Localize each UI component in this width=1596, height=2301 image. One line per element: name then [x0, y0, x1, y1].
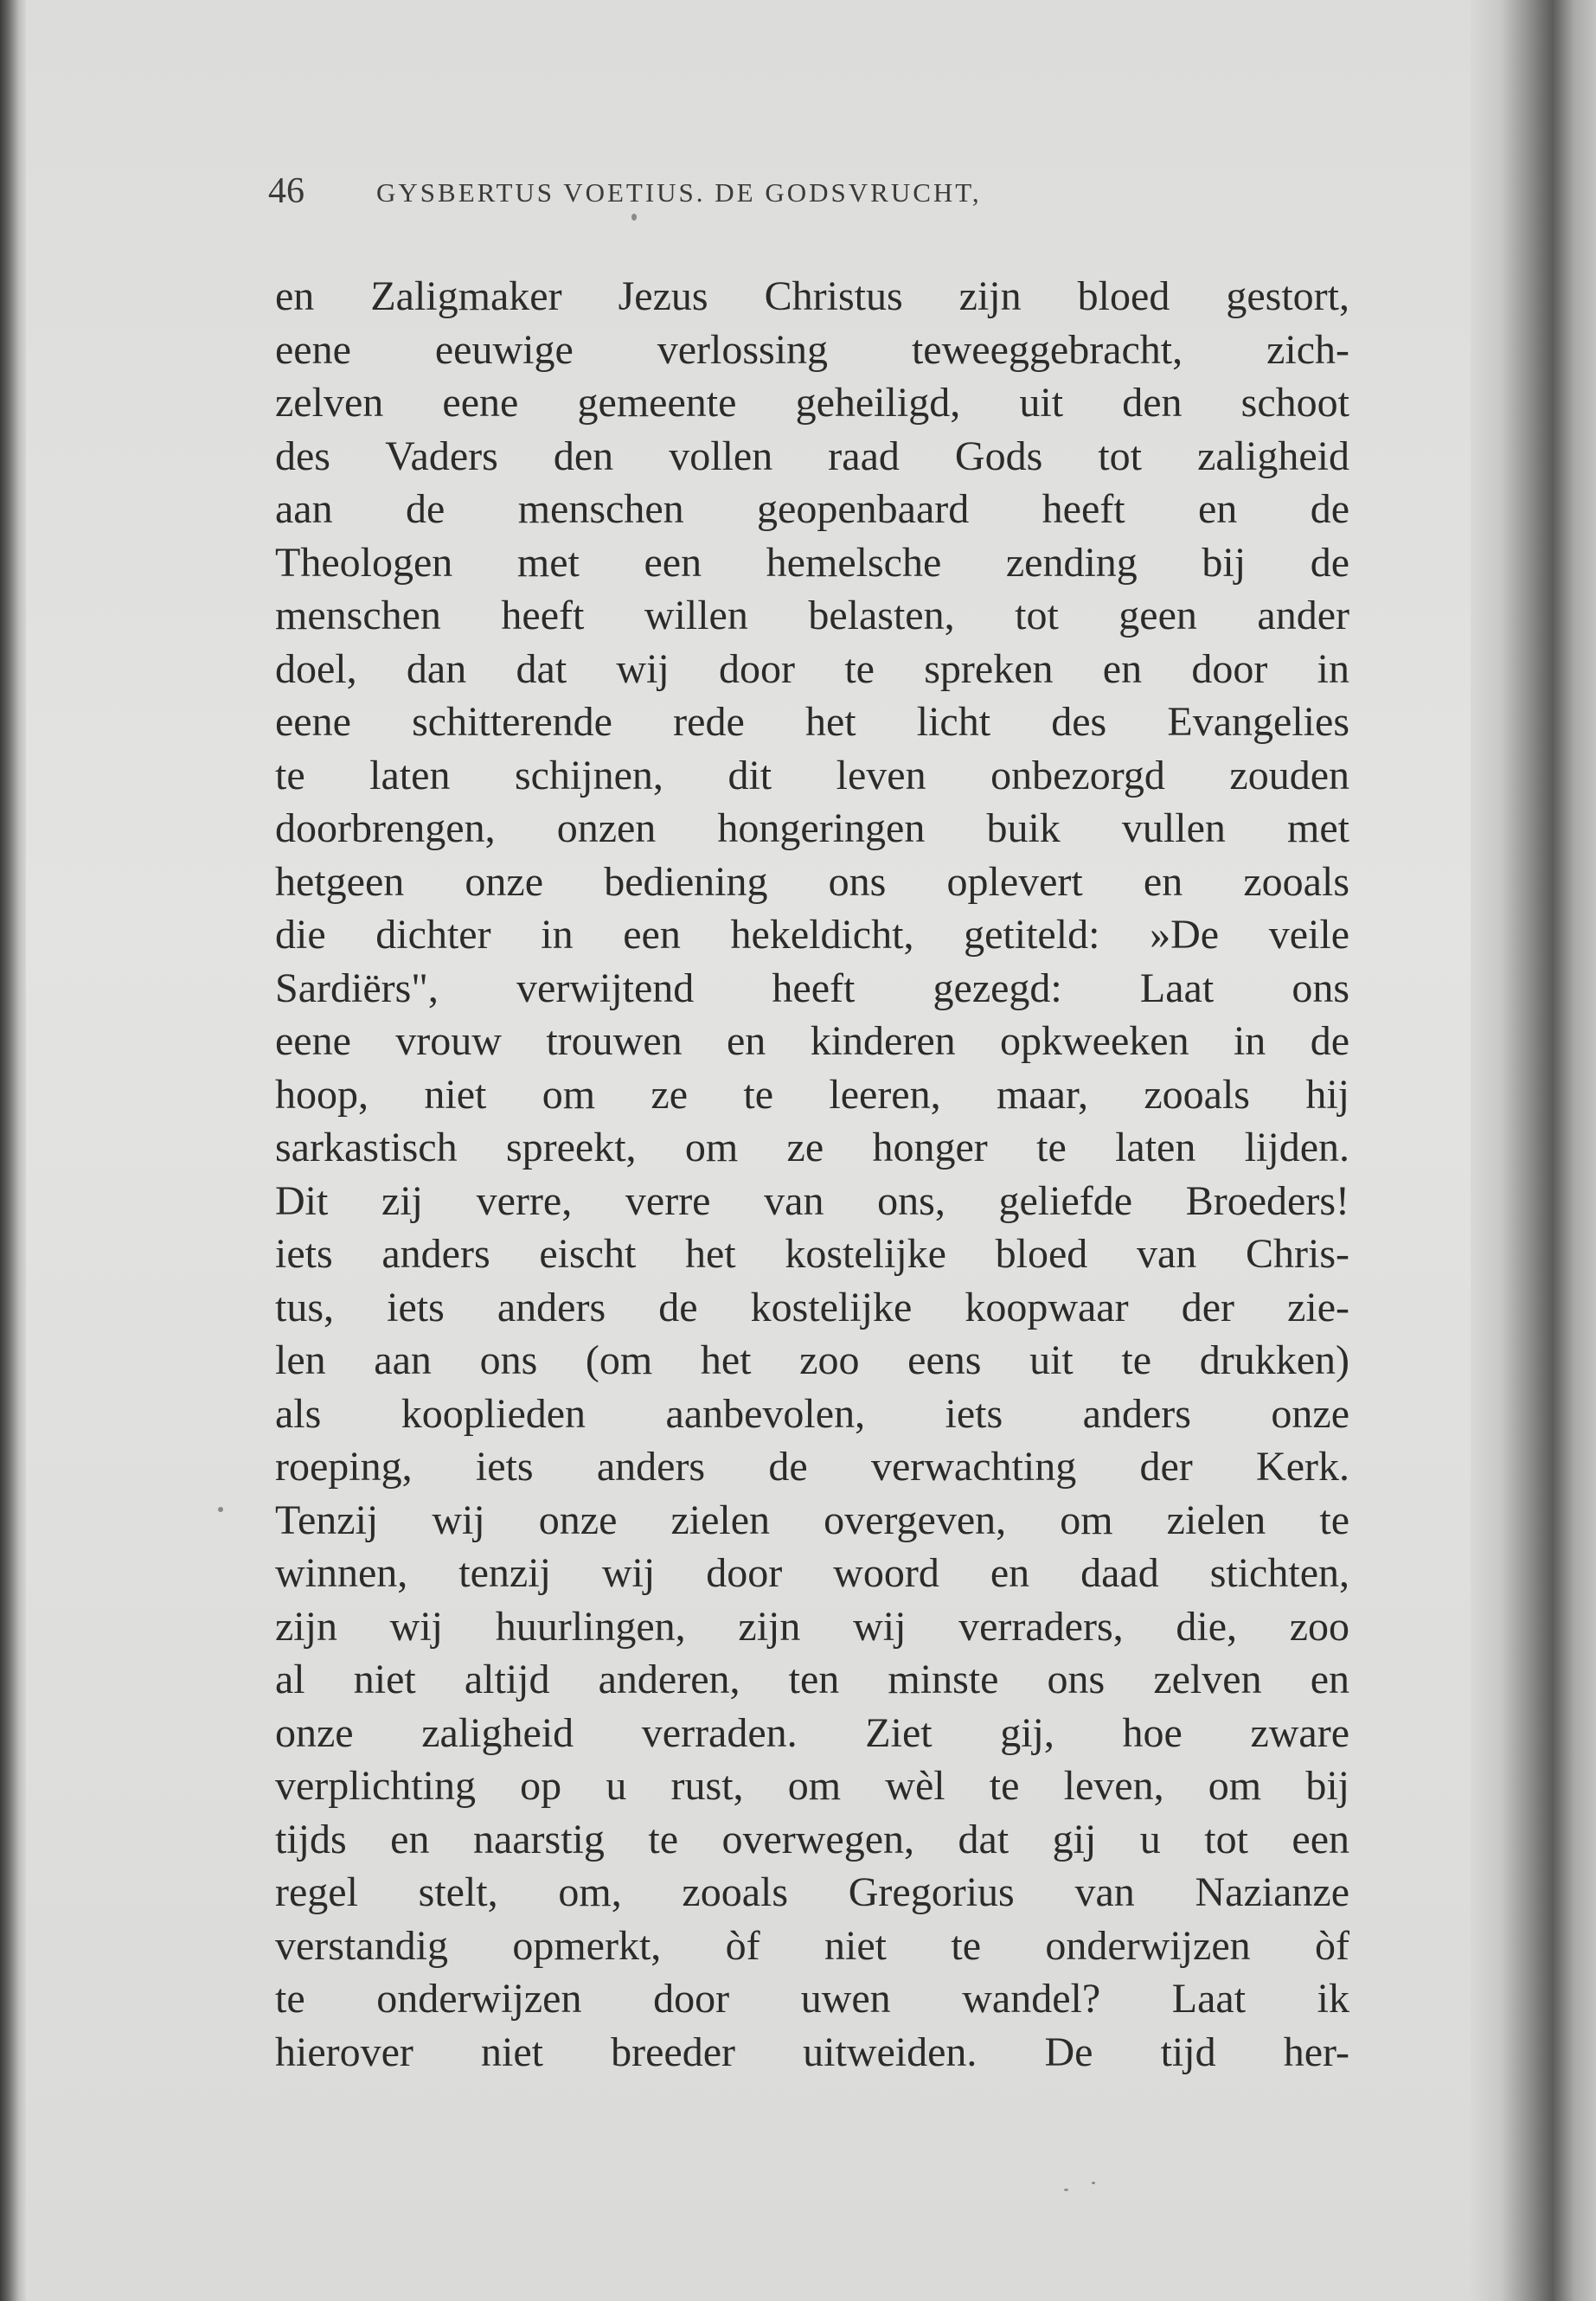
page-header	[268, 169, 1349, 221]
text-line: roeping, iets anders de verwachting der Kerk.	[275, 1444, 1349, 1490]
text-line: Dit zij verre, verre van ons, geliefde Broeders!	[275, 1177, 1349, 1224]
text-line: zijn wij huurlingen, zijn wij verraders, die, zoo	[275, 1603, 1349, 1650]
text-line: sarkastisch spreekt, om ze honger te laten lijden.	[275, 1125, 1349, 1170]
text-line: doorbrengen, onzen hongeringen buik vullen met	[275, 805, 1349, 851]
text-line: Tenzij wij onze zielen overgeven, om zielen te	[275, 1497, 1349, 1543]
text-line: len aan ons (om het zoo eens uit te drukken)	[275, 1337, 1349, 1383]
text-line: tijds en naarstig te overwegen, dat gij u tot een	[275, 1816, 1349, 1862]
text-line: eene eeuwige verlossing teweeggebracht, zich-	[275, 326, 1349, 373]
text-line: iets anders eischt het kostelijke bloed van Chris-	[275, 1231, 1349, 1277]
text-line: hierover niet breeder uitweiden. De tijd her-	[275, 2029, 1349, 2075]
page-fold-shadow	[1471, 0, 1596, 2301]
text-line: eene schitterende rede het licht des Evangelies	[275, 699, 1349, 745]
text-line: doel, dan dat wij door te spreken en door in	[275, 645, 1349, 692]
running-head: GYSBERTUS VOETIUS. DE GODSVRUCHT,	[376, 177, 982, 208]
text-line: hoop, niet om ze te leeren, maar, zooals hij	[275, 1071, 1349, 1118]
text-line: te laten schijnen, dit leven onbezorgd zouden	[275, 752, 1349, 798]
scan-speck	[1092, 2182, 1095, 2184]
text-line: zelven eene gemeente geheiligd, uit den schoot	[275, 380, 1349, 426]
text-line: des Vaders den vollen raad Gods tot zaligheid	[275, 433, 1349, 479]
scan-speck	[218, 1507, 223, 1512]
text-line: die dichter in een hekeldicht, getiteld: »De veile	[275, 912, 1349, 958]
scan-speck	[1064, 2189, 1068, 2191]
scan-speck	[631, 214, 637, 221]
page-number: 46	[268, 171, 304, 211]
scan-edge-left	[0, 0, 26, 2301]
text-line: als kooplieden aanbevolen, iets anders onze	[275, 1390, 1349, 1437]
text-line: te onderwijzen door uwen wandel? Laat ik	[275, 1976, 1349, 2022]
text-line: en Zaligmaker Jezus Christus zijn bloed gestort,	[275, 273, 1349, 319]
text-line: regel stelt, om, zooals Gregorius van Nazianze	[275, 1869, 1349, 1915]
text-line: verstandig opmerkt, òf niet te onderwijzen òf	[275, 1922, 1349, 1969]
text-line: al niet altijd anderen, ten minste ons zelven en	[275, 1657, 1349, 1702]
text-line: onze zaligheid verraden. Ziet gij, hoe zware	[275, 1709, 1349, 1756]
text-line: Sardiërs", verwijtend heeft gezegd: Laat ons	[275, 965, 1349, 1011]
text-line: aan de menschen geopenbaard heeft en de	[275, 486, 1349, 532]
text-line: Theologen met een hemelsche zending bij de	[275, 539, 1349, 586]
text-line: hetgeen onze bediening ons oplevert en zooals	[275, 858, 1349, 905]
body-text	[275, 270, 1349, 2079]
text-line: verplichting op u rust, om wèl te leven, om bij	[275, 1763, 1349, 1809]
text-line: winnen, tenzij wij door woord en daad stichten,	[275, 1550, 1349, 1596]
text-line: eene vrouw trouwen en kinderen opkweeken in de	[275, 1018, 1349, 1064]
text-line: menschen heeft willen belasten, tot geen ander	[275, 593, 1349, 638]
text-line: tus, iets anders de kostelijke koopwaar der zie-	[275, 1284, 1349, 1330]
